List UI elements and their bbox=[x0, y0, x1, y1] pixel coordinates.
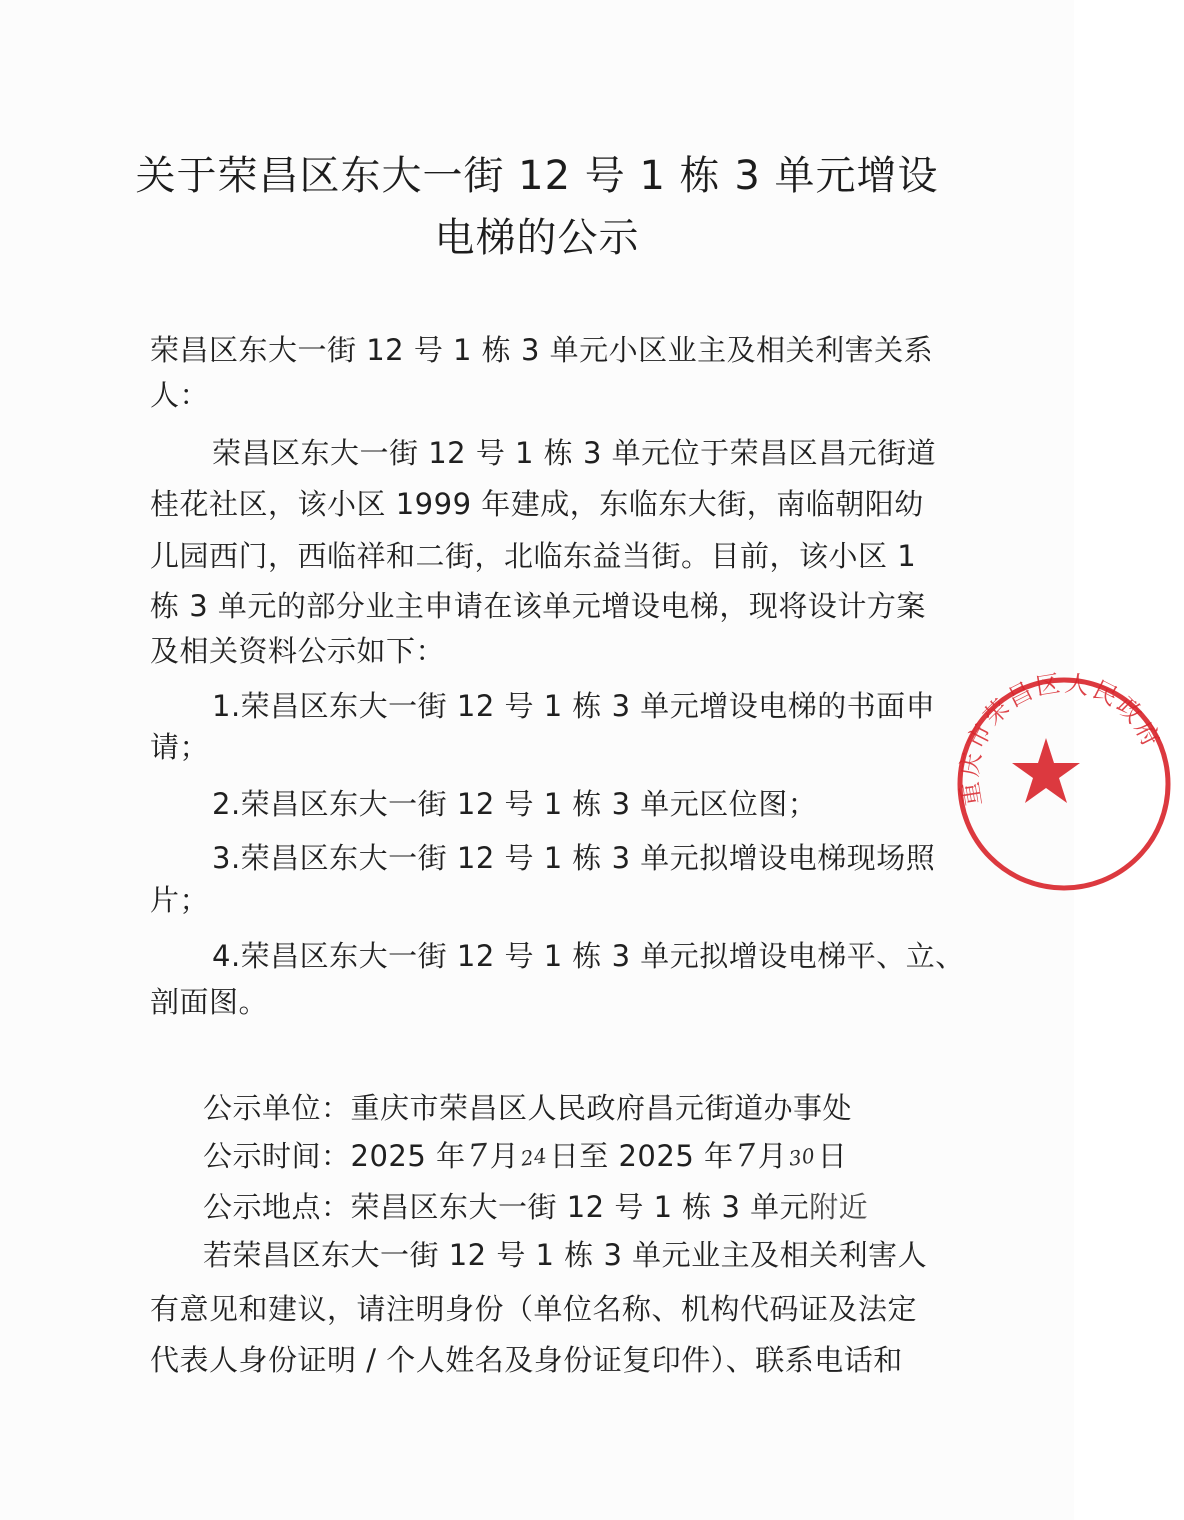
body-line-1: 荣昌区东大一街 12 号 1 栋 3 单元位于荣昌区昌元街道 bbox=[212, 436, 937, 470]
document-title-line-2: 电梯的公示 bbox=[434, 215, 640, 261]
body-line-2: 桂花社区，该小区 1999 年建成，东临东大街，南临朝阳幼 bbox=[150, 487, 924, 521]
notice-place-label: 公示地点： bbox=[203, 1190, 351, 1224]
notice-time-label: 公示时间： bbox=[203, 1139, 351, 1173]
item-3-line-2: 片； bbox=[150, 883, 210, 917]
handwritten-end-month: 7 bbox=[734, 1137, 757, 1175]
item-2: 2.荣昌区东大一街 12 号 1 栋 3 单元区位图； bbox=[212, 787, 818, 821]
notice-place-value: 荣昌区东大一街 12 号 1 栋 3 单元 bbox=[350, 1190, 810, 1224]
document-title-line-1: 关于荣昌区东大一街 12 号 1 栋 3 单元增设 bbox=[135, 153, 939, 199]
notice-unit bbox=[203, 1088, 852, 1128]
notice-time-day-char: 日 bbox=[817, 1139, 848, 1173]
salutation-line-1: 荣昌区东大一街 12 号 1 栋 3 单元小区业主及相关利害关系 bbox=[150, 333, 934, 367]
item-1-line-2: 请； bbox=[150, 730, 210, 764]
closing-line-2: 有意见和建议，请注明身份（单位名称、机构代码证及法定 bbox=[150, 1292, 918, 1326]
notice-time bbox=[203, 1136, 847, 1179]
closing-line-1: 若荣昌区东大一街 12 号 1 栋 3 单元业主及相关利害人 bbox=[203, 1238, 928, 1272]
notice-time-month-char-2: 月 bbox=[757, 1139, 788, 1173]
item-4-line-1: 4.荣昌区东大一街 12 号 1 栋 3 单元拟增设电梯平、立、 bbox=[212, 939, 965, 973]
notice-unit-value: 重庆市荣昌区人民政府昌元街道办事处 bbox=[350, 1091, 853, 1125]
salutation-line-2: 人： bbox=[150, 378, 210, 412]
notice-unit-label: 公示单位： bbox=[203, 1091, 351, 1125]
item-3-line-1: 3.荣昌区东大一街 12 号 1 栋 3 单元拟增设电梯现场照 bbox=[212, 841, 936, 875]
closing-line-3: 代表人身份证明 / 个人姓名及身份证复印件）、联系电话和 bbox=[150, 1343, 903, 1377]
seal-star-icon bbox=[1012, 738, 1080, 803]
item-1-line-1: 1.荣昌区东大一街 12 号 1 栋 3 单元增设电梯的书面申 bbox=[212, 689, 936, 723]
body-line-4: 栋 3 单元的部分业主申请在该单元增设电梯，现将设计方案 bbox=[150, 589, 926, 623]
notice-time-start-year: 2025 年 bbox=[350, 1139, 466, 1173]
seal-text: 重庆市荣昌区人民政府 bbox=[955, 668, 1167, 809]
official-seal-stamp bbox=[944, 664, 1184, 904]
notice-place bbox=[203, 1187, 868, 1227]
notice-time-month-char: 月 bbox=[489, 1139, 520, 1173]
body-line-5: 及相关资料公示如下： bbox=[150, 634, 446, 668]
notice-place-suffix: 附近 bbox=[809, 1190, 869, 1224]
body-line-3: 儿园西门，西临祥和二街，北临东益当街。目前，该小区 1 bbox=[150, 539, 917, 573]
handwritten-start-day: 24 bbox=[519, 1143, 550, 1171]
item-4-line-2: 剖面图。 bbox=[150, 985, 269, 1019]
handwritten-end-day: 30 bbox=[787, 1143, 817, 1171]
notice-time-day-to: 日至 2025 年 bbox=[549, 1139, 734, 1173]
handwritten-start-month: 7 bbox=[466, 1137, 490, 1175]
